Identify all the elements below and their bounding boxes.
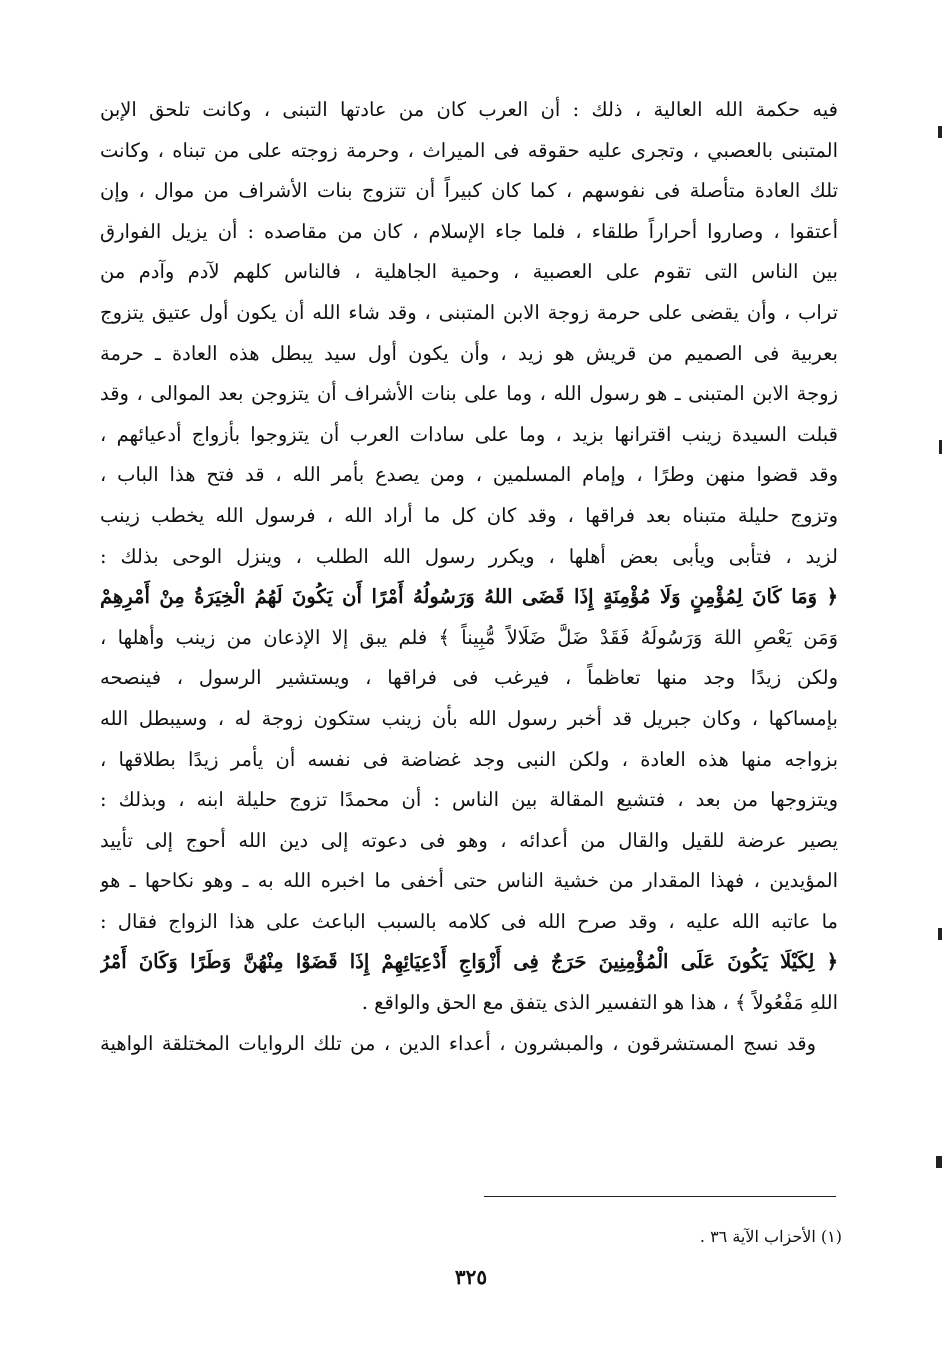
quran-verse-line: اللهِ مَفْعُولاً ﴾ ، هذا هو التفسير الذى يتفق مع الحق والواقع . [361, 991, 838, 1015]
quran-verse-line: ﴿ لِكَيْلَا يَكُونَ عَلَى الْمُؤْمِنِينَ حَرَجٌ فِى أَزْوَاجِ أَدْعِيَائِهِمْ إِذَا قَضَوْا مِنْهُنَّ وَطَرًا وَكَانَ أَمْرُ [100, 950, 838, 974]
footnote-divider [484, 1196, 836, 1197]
footnote: (١) الأحزاب الآية ٣٦ . [699, 1227, 842, 1246]
paragraph-start-line: وقد نسج المستشرقون ، والمبشرون ، أعداء الدين ، من تلك الروايات المختلقة الواهية [100, 1031, 816, 1055]
quran-verse-line: وَمَن يَعْصِ اللهَ وَرَسُولَهُ فَقَدْ ضَلَّ ضَلَالاً مُّبِيناً ﴾ فلم يبق إلا الإذعان من زينب وأهلها ، [100, 625, 838, 649]
text-line: ولكن زيدًا وجد منها تعاظماً ، فيرغب فى فراقها ، ويستشير الرسول ، فينصحه [100, 666, 838, 690]
text-line: زوجة الابن المتبنى ـ هو رسول الله ، وما على بنات الأشراف أن يتزوجن بعد الموالى ، وقد [100, 382, 838, 406]
text-line: بين الناس التى تقوم على العصبية ، وحمية الجاهلية ، فالناس كلهم لآدم وآدم من [100, 260, 838, 284]
text-line: وتزوج حليلة متبناه بعد فراقها ، وقد كان كل ما أراد الله ، فرسول الله يخطب زينب [100, 503, 838, 527]
text-line: بإمساكها ، وكان جبريل قد أخبر رسول الله بأن زينب ستكون زوجة له ، وسيبطل الله [100, 706, 838, 730]
text-line: بزواجه منها هذه العادة ، ولكن النبى وجد غضاضة فى نفسه أن يأمر زيدًا بطلاقها ، [100, 747, 838, 771]
body-text [100, 90, 838, 1064]
text-line: قبلت السيدة زينب اقترانها بزيد ، وما على سادات العرب أن يتزوجوا بأزواج أدعيائهم ، [100, 422, 838, 446]
text-line: وقد قضوا منهن وطرًا ، وإمام المسلمين ، ومن يصدع بأمر الله ، قد فتح هذا الباب ، [100, 463, 838, 487]
text-line: لزيد ، فتأبى ويأبى بعض أهلها ، ويكرر رسول الله الطلب ، وينزل الوحى بذلك : [100, 544, 838, 568]
text-line: تراب ، وأن يقضى على حرمة زوجة الابن المتبنى ، وقد شاء الله أن يكون أول عتيق يتزوج [100, 300, 838, 324]
text-line: المؤيدين ، فهذا المقدار من خشية الناس حتى أخفى ما اخبره الله به ـ وهو نكاحها ـ هو [100, 869, 838, 893]
text-line: ويتزوجها من بعد ، فتشيع المقالة بين الناس : أن محمدًا تزوج حليلة ابنه ، وبذلك : [100, 788, 838, 812]
text-line: يصير عرضة للقيل والقال من أعدائه ، وهو فى دعوته إلى دين الله أحوج إلى تأييد [100, 828, 838, 852]
page-number: ٣٢٥ [454, 1265, 488, 1289]
text-line: بعربية فى الصميم من قريش هو زيد ، وأن يكون أول سيد يبطل هذه العادة ـ حرمة [100, 341, 838, 365]
scan-edge-mark [938, 928, 942, 940]
text-line: تلك العادة متأصلة فى نفوسهم ، كما كان كبيراً أن تتزوج بنات الأشراف من موال ، وإن [100, 179, 838, 203]
scan-edge-mark [938, 126, 942, 138]
scan-edge-mark [936, 1156, 942, 1168]
text-line: ما عاتبه الله عليه ، وقد صرح الله فى كلامه بالسبب الباعث على هذا الزواج فقال : [100, 909, 838, 933]
quran-verse-line: ﴿ وَمَا كَانَ لِمُؤْمِنٍ وَلَا مُؤْمِنَةٍ إِذَا قَضَى اللهُ وَرَسُولُهُ أَمْرًا أَن يَكُونَ لَهُمُ الْخِيَرَةُ مِنْ أَمْرِهِمْ [100, 585, 838, 609]
text-line: المتبنى بالعصبي ، وتجرى عليه حقوقه فى الميراث ، وحرمة زوجته على من تبناه ، وكانت [100, 138, 838, 162]
text-line: فيه حكمة الله العالية ، ذلك : أن العرب كان من عادتها التبنى ، وكانت تلحق الإبن [100, 98, 838, 121]
text-line: أعتقوا ، وصاروا أحراراً طلقاء ، فلما جاء الإسلام ، كان من مقاصده : أن يزيل الفوارق [100, 219, 838, 243]
